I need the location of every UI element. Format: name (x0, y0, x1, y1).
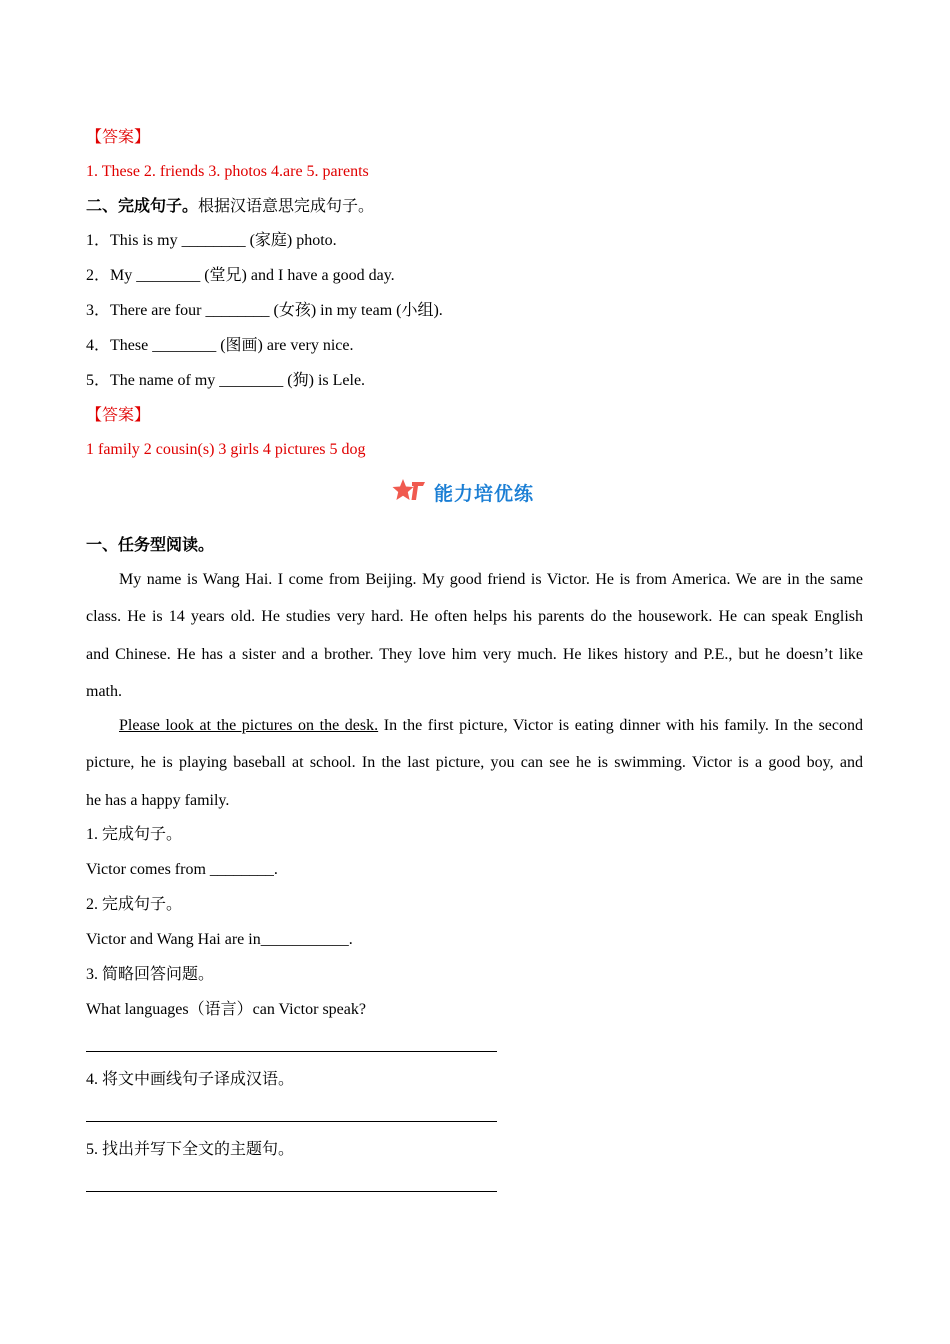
paragraph-line-rest: In the first picture, Victor is eating dinner with his family. In the second (378, 717, 864, 734)
paragraph-line (86, 716, 863, 753)
exercise-item: 1．This is my ________ (家庭) photo. (86, 232, 337, 249)
question-prompt: 1. 完成句子。 (86, 826, 183, 843)
paragraph-line: and Chinese. He has a sister and a brother. They love him very much. He likes history and P.E., but he doesn’t like (86, 645, 863, 663)
star-icon (392, 478, 426, 507)
answer-text-1: 1. These 2. friends 3. photos 4.are 5. parents (86, 163, 369, 180)
paragraph-line: picture, he is playing baseball at school. In the last picture, you can see he is swimming. Victor is a good boy, and (86, 754, 863, 772)
banner-title: 能力培优练 (434, 482, 535, 505)
exercise-item: 3．There are four ________ (女孩) in my team (小组). (86, 302, 443, 319)
question-prompt: 2. 完成句子。 (86, 896, 183, 913)
question-prompt: 3. 简略回答问题。 (86, 966, 215, 983)
reading-heading: 一、任务型阅读。 (86, 537, 215, 554)
answer-line (86, 1191, 497, 1192)
reading-paragraph-2 (86, 716, 863, 828)
answer-line (86, 1051, 497, 1052)
exercise-item: 4．These ________ (图画) are very nice. (86, 337, 354, 354)
answer-label-1: 【答案】 (86, 129, 151, 146)
section-banner (392, 478, 534, 506)
paragraph-line: My name is Wang Hai. I come from Beijing. My good friend is Victor. He is from America. We are in the same (119, 571, 863, 588)
reading-paragraph-1 (86, 570, 863, 719)
paragraph-line: he has a happy family. (86, 791, 230, 809)
paragraph-line: class. He is 14 years old. He studies very hard. He often helps his parents do the housework. He can speak English (86, 608, 863, 626)
question-text: What languages（语言）can Victor speak? (86, 1001, 366, 1018)
question-text: Victor and Wang Hai are in___________. (86, 931, 353, 948)
underlined-sentence: Please look at the pictures on the desk. (119, 717, 379, 734)
question-prompt: 5. 找出并写下全文的主题句。 (86, 1141, 295, 1158)
exercise-item: 2．My ________ (堂兄) and I have a good day. (86, 267, 395, 284)
answer-line (86, 1121, 497, 1122)
section-2-title: 二、完成句子。 (86, 198, 199, 215)
question-text: Victor comes from ________. (86, 861, 278, 878)
paragraph-line: math. (86, 682, 122, 700)
answer-label-2: 【答案】 (86, 407, 151, 424)
exercise-item: 5．The name of my ________ (狗) is Lele. (86, 372, 366, 389)
question-prompt: 4. 将文中画线句子译成汉语。 (86, 1071, 295, 1088)
answer-text-2: 1 family 2 cousin(s) 3 girls 4 pictures 5 dog (86, 441, 366, 458)
section-2-instruction: 根据汉语意思完成句子。 (198, 198, 375, 215)
section-2-heading (86, 197, 374, 217)
